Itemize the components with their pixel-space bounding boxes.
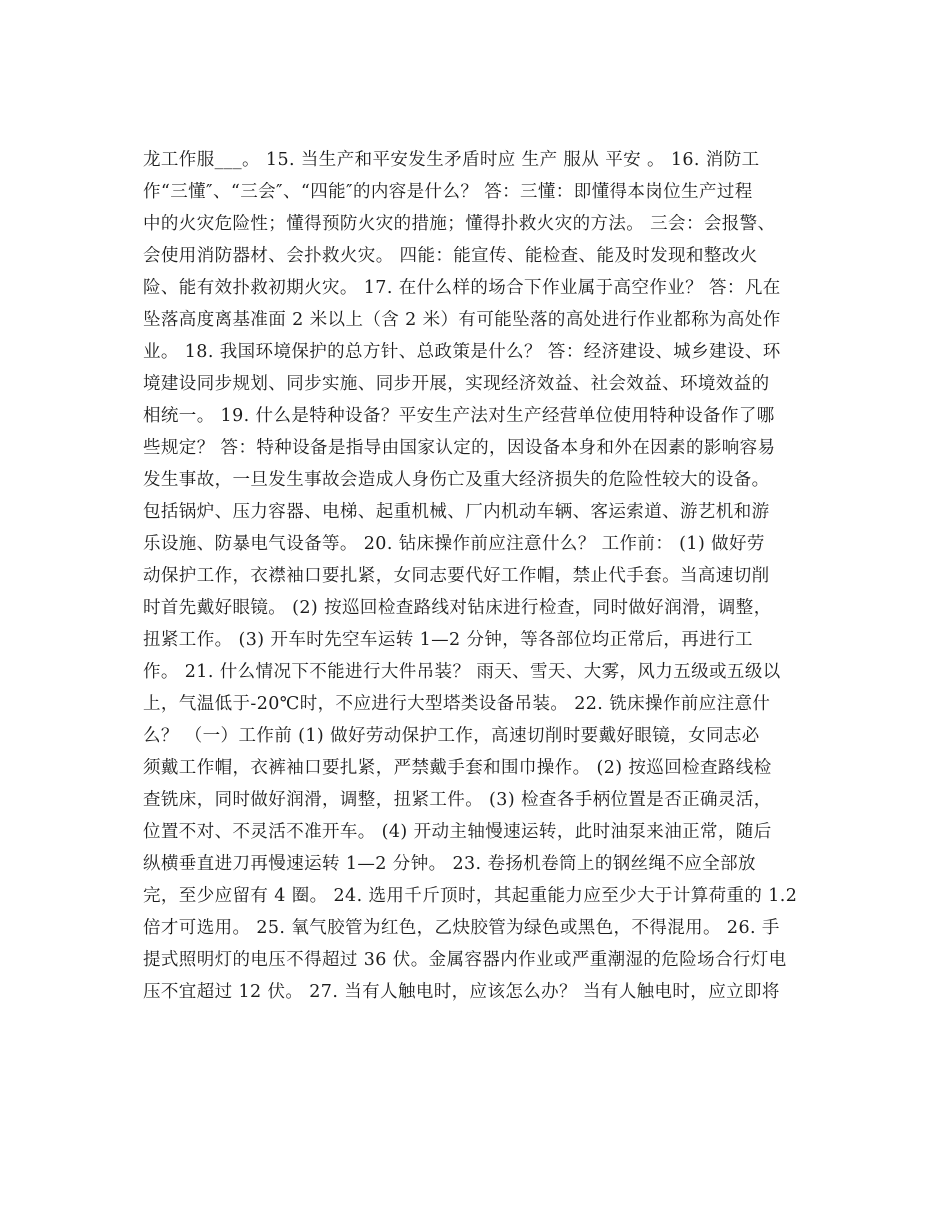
text-line: 倍才可选用。 25. 氧气胶管为红色，乙炔胶管为绿色或黑色，不得混用。 26. 手 <box>143 918 780 938</box>
text-line: 上，气温低于-20℃时，不应进行大型塔类设备吊装。 22. 铣床操作前应注意什 <box>143 694 771 714</box>
text-line: 乐设施、防暴电气设备等。 20. 钻床操作前应注意什么？ 工作前： (1) 做好劳 <box>143 534 765 554</box>
text-line: 会使用消防器材、会扑救火灾。 四能：能宣传、能检查、能及时发现和整改火 <box>143 246 758 266</box>
text-line: 业。 18. 我国环境保护的总方针、总政策是什么？ 答：经济建设、城乡建设、环 <box>143 342 781 362</box>
text-line: 发生事故，一旦发生事故会造成人身伤亡及重大经济损失的危险性较大的设备。 <box>143 470 770 490</box>
text-line: 作。 21. 什么情况下不能进行大件吊装？ 雨天、雪天、大雾，风力五级或五级以 <box>143 662 781 682</box>
text-line: 么？ （一）工作前 (1) 做好劳动保护工作，高速切削时要戴好眼镜，女同志必 <box>143 726 760 746</box>
text-line: 险、能有效扑救初期火灾。 17. 在什么样的场合下作业属于高空作业？ 答：凡在 <box>143 278 781 298</box>
text-line: 作“三懂″、“三会″、“四能″的内容是什么？ 答：三懂：即懂得本岗位生产过程 <box>143 182 753 202</box>
text-line: 查铣床，同时做好润滑，调整，扭紧工件。 (3) 检查各手柄位置是否正确灵活， <box>143 790 772 810</box>
text-line: 位置不对、不灵活不准开车。 (4) 开动主轴慢速运转，此时油泵来油正常，随后 <box>143 822 772 842</box>
text-line: 中的火灾危险性；懂得预防火灾的措施；懂得扑救火灾的方法。 三会：会报警、 <box>143 214 776 234</box>
text-line: 须戴工作帽，衣裤袖口要扎紧，严禁戴手套和围巾操作。 (2) 按巡回检查路线检 <box>143 758 772 778</box>
text-line: 些规定？ 答：特种设备是指导由国家认定的，因设备本身和外在因素的影响容易 <box>143 438 776 458</box>
text-line: 提式照明灯的电压不得超过 36 伏。金属容器内作业或严重潮湿的危险场合行灯电 <box>143 950 787 970</box>
text-line: 相统一。 19. 什么是特种设备？平安生产法对生产经营单位使用特种设备作了哪 <box>143 406 775 426</box>
body-text <box>143 144 823 1008</box>
text-line: 坠落高度离基准面 2 米以上（含 2 米）有可能坠落的高处进行作业都称为高处作 <box>143 310 781 330</box>
text-line: 境建设同步规划、同步实施、同步开展，实现经济效益、社会效益、环境效益的 <box>143 374 770 394</box>
text-line: 扭紧工作。 (3) 开车时先空车运转 1—2 分钟，等各部位均正常后，再进行工 <box>143 630 753 650</box>
text-line: 龙工作服___。 15. 当生产和平安发生矛盾时应 生产 服从 平安 。 16. 消防工 <box>143 150 760 170</box>
text-line: 时首先戴好眼镜。 (2) 按巡回检查路线对钻床进行检查，同时做好润滑，调整， <box>143 598 772 618</box>
text-line: 压不宜超过 12 伏。 27. 当有人触电时，应该怎么办？ 当有人触电时，应立即将 <box>143 982 780 1002</box>
text-line: 动保护工作，衣襟袖口要扎紧，女同志要代好工作帽，禁止代手套。当高速切削 <box>143 566 770 586</box>
text-line: 纵横垂直进刀再慢速运转 1—2 分钟。 23. 卷扬机卷筒上的钢丝绳不应全部放 <box>143 854 756 874</box>
text-line: 完，至少应留有 4 圈。 24. 选用千斤顶时，其起重能力应至少大于计算荷重的 1.2 <box>143 886 798 906</box>
text-line: 包括锅炉、压力容器、电梯、起重机械、厂内机动车辆、客运索道、游艺机和游 <box>143 502 770 522</box>
